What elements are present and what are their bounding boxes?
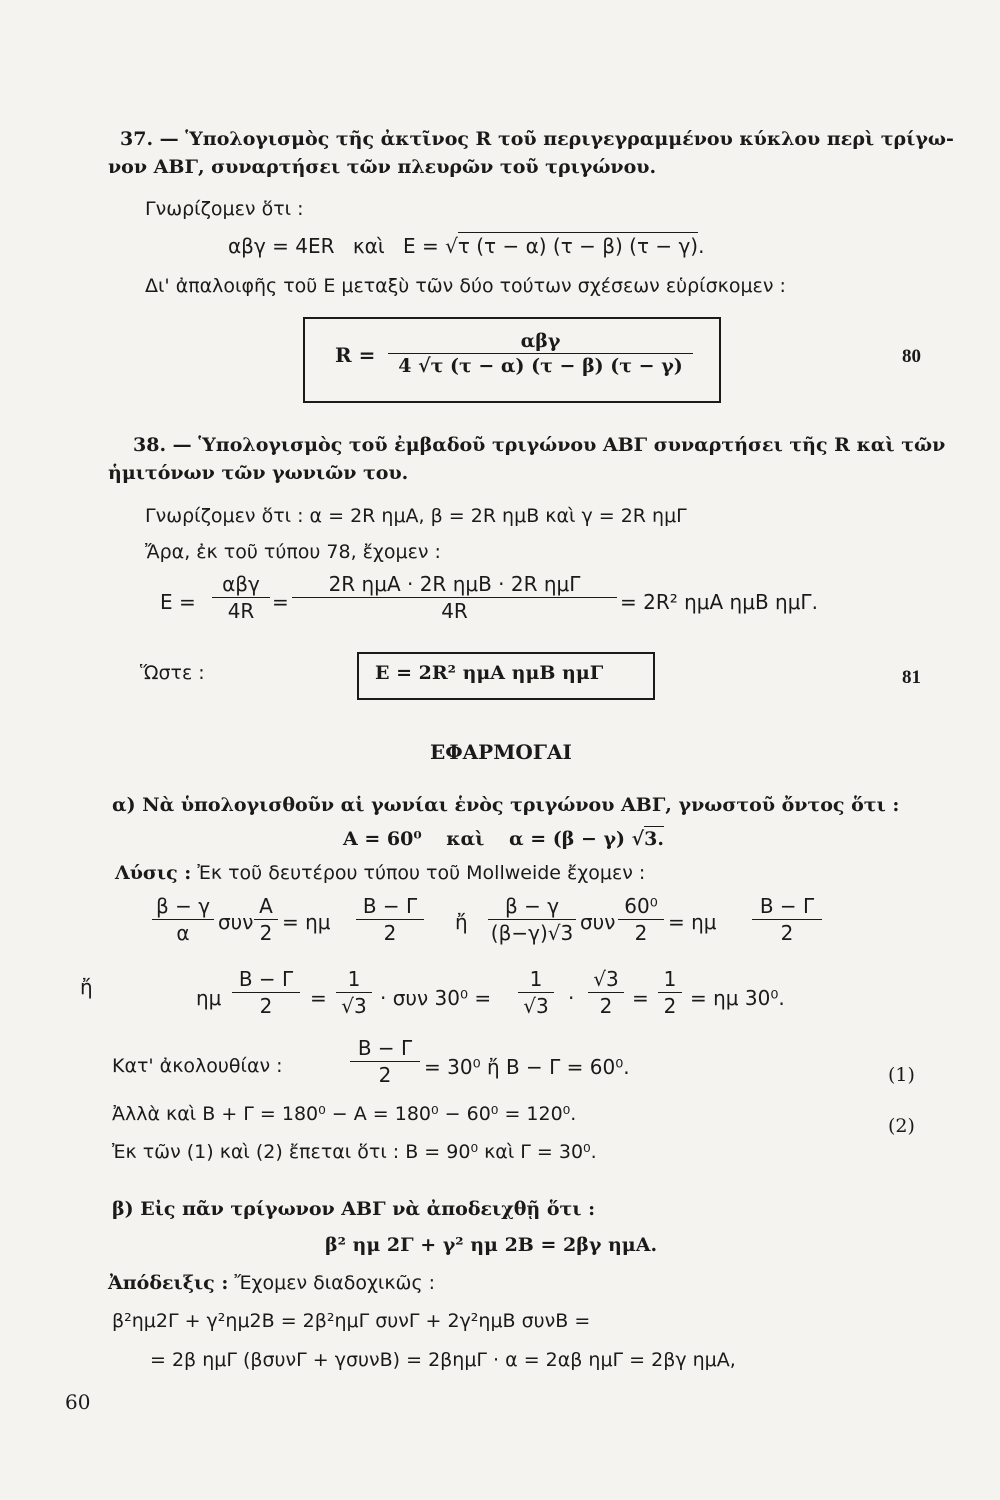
m-f3-num: B − Γ [362, 894, 418, 918]
proof-label: Ἀπόδειξις : [108, 1272, 229, 1294]
area-frac2-num: 2R ημΑ · 2R ημΒ · 2R ημΓ [328, 572, 581, 596]
area-frac1-den: 4R [227, 599, 255, 623]
sqrt-icon: √ [418, 355, 431, 377]
result-frac-1 [232, 967, 300, 1018]
m-f6-num: B − Γ [759, 894, 815, 918]
given-radicand: 3. [644, 828, 664, 850]
r-eq1: = [310, 986, 327, 1010]
applications-heading: ΕΦΑΡΜΟΓΑΙ [430, 740, 572, 764]
den-radicand: τ (τ − α) (τ − β) (τ − γ) [430, 355, 683, 377]
from-line: Ἐκ τῶν (1) καὶ (2) ἔπεται ὅτι : B = 90⁰ καὶ Γ = 30⁰. [112, 1141, 597, 1163]
r-f5-num: 1 [663, 967, 677, 991]
r-f4-num: √3 [593, 967, 619, 991]
formula-number-81: 81 [902, 667, 921, 688]
mollweide-frac-2 [254, 894, 278, 945]
proof-line-1: β²ημ2Γ + γ²ημ2B = 2β²ημΓ συνΓ + 2γ²ημB συνB = [112, 1310, 591, 1332]
r-dot: · [568, 986, 575, 1010]
relation-end: . [698, 234, 705, 258]
sqrt-icon: √ [445, 234, 458, 258]
r-f1-num: B − Γ [238, 967, 294, 991]
fraction-bar [658, 992, 682, 993]
fraction-bar [292, 597, 617, 598]
m-f2-num: A [259, 894, 273, 918]
r-f1-den: 2 [259, 994, 273, 1018]
formula-80-denominator [388, 355, 693, 377]
c-f-num: B − Γ [357, 1036, 413, 1060]
fraction-bar [212, 597, 270, 598]
given-and: καὶ [446, 828, 485, 850]
m-f4-num: β − γ [504, 894, 560, 918]
area-lhs: E = [160, 590, 196, 614]
result-frac-2 [336, 967, 372, 1018]
fraction-bar [488, 919, 576, 920]
section-38-title-line2: ἡμιτόνων τῶν γωνιῶν του. [108, 462, 409, 484]
consequently-label: Κατ' ἀκολουθίαν : [112, 1055, 283, 1077]
consequently-rest: = 30⁰ ἤ B − Γ = 60⁰. [424, 1055, 630, 1079]
known-sines-line: Γνωρίζομεν ὅτι : α = 2R ημΑ, β = 2R ημΒ καὶ γ = 2R ημΓ [145, 505, 687, 527]
fraction-bar [336, 992, 372, 993]
mollweide-frac-6 [752, 894, 822, 945]
therefore-line: Ἄρα, ἐκ τοῦ τύπου 78, ἔχομεν : [145, 541, 441, 563]
relation-radicand: τ (τ − α) (τ − β) (τ − γ) [457, 234, 699, 258]
m-or: ἤ [455, 910, 468, 934]
den-coef: 4 [398, 355, 412, 377]
r-f5-den: 2 [663, 994, 677, 1018]
also-line: Ἀλλὰ καὶ B + Γ = 180⁰ − A = 180⁰ − 60⁰ = 120⁰. [112, 1103, 577, 1125]
section-37-title-line1: 37. — Ὑπολογισμὸς τῆς ἀκτῖνος R τοῦ περιγεγραμμένου κύκλου περὶ τρίγω- [120, 128, 954, 150]
m-f3-den: 2 [383, 921, 397, 945]
mollweide-frac-4 [488, 894, 576, 945]
m-eq-hm: = ημ [282, 910, 331, 934]
area-equals: = [272, 590, 289, 614]
result-frac-3 [518, 967, 554, 1018]
result-frac-4 [588, 967, 624, 1018]
page-number: 60 [65, 1390, 91, 1414]
fraction-bar [254, 919, 278, 920]
m-f1-num: β − γ [155, 894, 211, 918]
mollweide-frac-5 [618, 894, 664, 945]
section-38-title-line1: 38. — Ὑπολογισμὸς τοῦ ἐμβαδοῦ τριγώνου ΑΒΓ συναρτήσει τῆς R καὶ τῶν [133, 434, 946, 456]
relation-abc-4er [228, 234, 704, 258]
relation-and: καὶ [352, 234, 385, 258]
r-f2-num: 1 [347, 967, 361, 991]
equation-number-2: (2) [888, 1115, 915, 1137]
solution-line [115, 862, 645, 884]
application-a-given [343, 828, 664, 850]
hence-label: Ὥστε : [140, 662, 205, 684]
known-intro: Γνωρίζομεν ὅτι : [145, 198, 304, 220]
area-frac1-num: αβγ [222, 572, 260, 596]
r-hm: ημ [196, 986, 222, 1010]
r-end: = ημ 30⁰. [690, 986, 785, 1010]
m-f2-den: 2 [259, 921, 273, 945]
fraction-bar [232, 992, 300, 993]
formula-number-80: 80 [902, 346, 921, 367]
mollweide-frac-3 [356, 894, 424, 945]
proof-line [108, 1272, 435, 1294]
area-frac2-den: 4R [441, 599, 468, 623]
formula-80-fraction [388, 330, 693, 377]
solution-text: Ἐκ τοῦ δευτέρου τύπου τοῦ Mollweide ἔχομεν : [197, 862, 646, 884]
solution-label: Λύσις : [115, 862, 192, 884]
result-frac-5 [658, 967, 682, 1018]
fraction-bar [152, 919, 214, 920]
fraction-bar [350, 1061, 420, 1062]
section-37-title-line2: νον ΑΒΓ, συναρτήσει τῶν πλευρῶν τοῦ τριγώνου. [108, 156, 657, 178]
formula-80-numerator: αβγ [520, 330, 561, 352]
or-2: ἤ [80, 975, 93, 999]
mollweide-frac-1 [152, 894, 214, 945]
formula-80-lhs: R = [335, 343, 376, 367]
equation-number-1: (1) [888, 1064, 915, 1086]
r-eq2: = [632, 986, 649, 1010]
r-f4-den: 2 [599, 994, 613, 1018]
relation-right-lhs: E = [402, 234, 439, 258]
m-f1-den: α [176, 921, 190, 945]
given-side: α = (β − γ) [508, 828, 626, 850]
area-fraction-1 [212, 572, 270, 623]
fraction-bar [752, 919, 822, 920]
formula-81: E = 2R² ημΑ ημΒ ημΓ [375, 662, 604, 684]
r-f2-den: √3 [341, 994, 367, 1018]
r-f3-num: 1 [529, 967, 543, 991]
r-mid: · συν 30⁰ = [380, 986, 492, 1010]
given-angle: A = 60⁰ [343, 828, 422, 850]
m-f6-den: 2 [780, 921, 794, 945]
c-f-den: 2 [378, 1063, 392, 1087]
proof-text: Ἔχομεν διαδοχικῶς : [234, 1272, 436, 1294]
m-eq-hm2: = ημ [668, 910, 717, 934]
fraction-bar [518, 992, 554, 993]
area-fraction-2 [292, 572, 617, 623]
fraction-bar [356, 919, 424, 920]
elimination-text: Δι' ἀπαλοιφῆς τοῦ Ε μεταξὺ τῶν δύο τούτων σχέσεων εὑρίσκομεν : [145, 275, 786, 297]
application-b-identity: β² ημ 2Γ + γ² ημ 2B = 2βγ ημΑ. [325, 1234, 658, 1256]
r-f3-den: √3 [523, 994, 549, 1018]
m-syn2: συν [580, 910, 616, 934]
m-f5-num: 60⁰ [624, 894, 658, 918]
fraction-bar [618, 919, 664, 920]
sqrt-icon: √ [631, 828, 645, 850]
application-b-statement: β) Εἰς πᾶν τρίγωνον ΑΒΓ νὰ ἀποδειχθῇ ὅτι : [112, 1198, 596, 1220]
proof-line-2: = 2β ημΓ (βσυνΓ + γσυνB) = 2βημΓ · α = 2αβ ημΓ = 2βγ ημΑ, [150, 1349, 736, 1371]
area-result: = 2R² ημΑ ημΒ ημΓ. [620, 590, 818, 614]
relation-left: αβγ = 4ER [228, 234, 335, 258]
m-syn: συν [218, 910, 254, 934]
fraction-bar [588, 992, 624, 993]
application-a-statement: α) Νὰ ὑπολογισθοῦν αἱ γωνίαι ἑνὸς τριγώνου ΑΒΓ, γνωστοῦ ὄντος ὅτι : [112, 794, 900, 816]
m-f4-den: (β−γ)√3 [490, 921, 574, 945]
m-f5-den: 2 [634, 921, 648, 945]
consequently-frac [350, 1036, 420, 1087]
